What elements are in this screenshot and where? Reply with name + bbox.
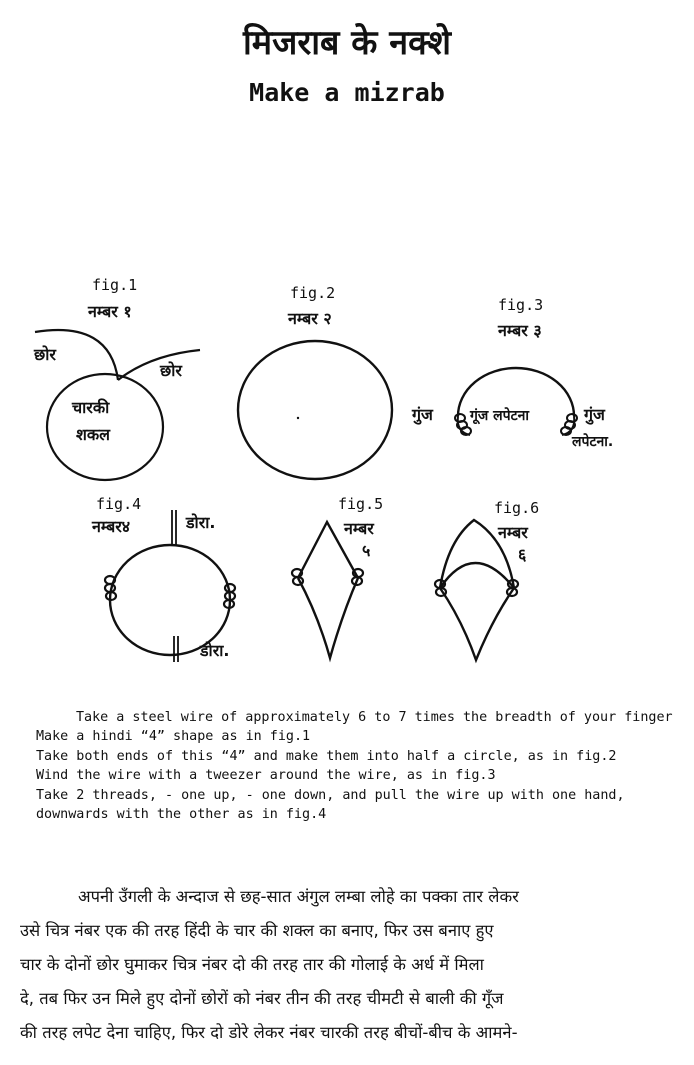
instruction-line: Take both ends of this “4” and make them into half a circle, as in fig.2 xyxy=(36,748,617,764)
figure-4 xyxy=(91,495,235,662)
page-title-hindi: मिजराब के नक्शे xyxy=(242,23,452,63)
fig1-wire-end-right xyxy=(118,350,200,380)
fig4-label: fig.4 xyxy=(96,495,142,513)
hindi-line: उसे चित्र नंबर एक की तरह हिंदी के चार की शक्ल का बनाए, फिर उस बनाए हुए xyxy=(20,921,494,940)
fig3-note-wind: गूंज लपेटना xyxy=(470,408,530,424)
fig1-note-shape-2: शकल xyxy=(76,425,111,444)
fig2-loop xyxy=(238,341,392,479)
figures-illustration xyxy=(0,270,694,690)
fig2-hindi-label: नम्बर २ xyxy=(288,309,332,328)
fig4-hindi-label: नम्बर४ xyxy=(92,517,131,536)
fig3-right-end xyxy=(562,416,574,435)
instruction-line: Take a steel wire of approximately 6 to 7 times the breadth of your finger xyxy=(76,710,673,725)
fig1-hindi-label: नम्बर १ xyxy=(88,302,132,321)
fig3-hindi-label: नम्बर ३ xyxy=(498,321,542,340)
instruction-line: Wind the wire with a tweezer around the wire, as in fig.3 xyxy=(36,768,496,784)
fig3-note-coil-right: गुंज xyxy=(584,405,605,424)
fig5-hindi-number: ५ xyxy=(362,541,371,560)
fig4-loop xyxy=(110,545,230,655)
fig6-hindi-number: ६ xyxy=(518,545,527,564)
fig3-note-wind-right: लपेटना. xyxy=(572,434,614,450)
fig2-label: fig.2 xyxy=(290,284,336,302)
fig2-dot xyxy=(297,417,299,419)
figure-6 xyxy=(435,499,539,660)
english-instructions xyxy=(36,708,676,824)
instruction-line: Take 2 threads, - one up, - one down, and pull the wire up with one hand, downwards with the other as in fig.4 xyxy=(36,787,633,823)
fig1-note-end-left: छोर xyxy=(34,345,56,364)
fig3-left-end xyxy=(458,416,470,435)
hindi-line: की तरह लपेट देना चाहिए, फिर दो डोरे लेकर नंबर चारकी तरह बीचों-बीच के आमने- xyxy=(20,1023,518,1042)
fig3-label: fig.3 xyxy=(498,296,544,314)
fig6-hindi-label: नम्बर xyxy=(498,523,528,542)
figure-5 xyxy=(292,495,383,658)
figure-2 xyxy=(238,284,392,479)
hindi-line: दे, तब फिर उन मिले हुए दोनों छोरों को नंबर तीन की तरह चीमटी से बाली की गूँज xyxy=(20,989,504,1008)
fig3-note-coil-left: गुंज xyxy=(412,405,433,424)
fig5-label: fig.5 xyxy=(338,495,384,513)
figure-1 xyxy=(33,276,200,480)
fig1-note-end-right: छोर xyxy=(160,361,182,380)
hindi-line: अपनी उँगली के अन्दाज से छह-सात अंगुल लम्बा लोहे का पक्का तार लेकर xyxy=(78,887,519,906)
hindi-paragraph xyxy=(20,880,680,1050)
fig6-bottom-point xyxy=(440,588,514,660)
figure-3 xyxy=(411,296,613,450)
fig5-hindi-label: नम्बर xyxy=(344,519,374,538)
hindi-line: चार के दोनों छोर घुमाकर चित्र नंबर दो की तरह तार की गोलाई के अर्ध में मिला xyxy=(20,955,484,974)
page-title-english: Make a mizrab xyxy=(249,78,445,107)
instruction-line: Make a hindi “4” shape as in fig.1 xyxy=(36,729,311,745)
fig4-note-thread-bottom: डोरा. xyxy=(200,641,230,660)
fig1-note-shape-1: चारकी xyxy=(72,398,110,417)
fig1-label: fig.1 xyxy=(92,276,138,294)
fig6-inner-arc xyxy=(440,563,514,588)
fig5-bottom-point xyxy=(298,578,358,658)
fig4-note-thread-top: डोरा. xyxy=(186,513,216,532)
fig5-right-coil xyxy=(352,569,363,585)
fig6-label: fig.6 xyxy=(494,499,540,517)
